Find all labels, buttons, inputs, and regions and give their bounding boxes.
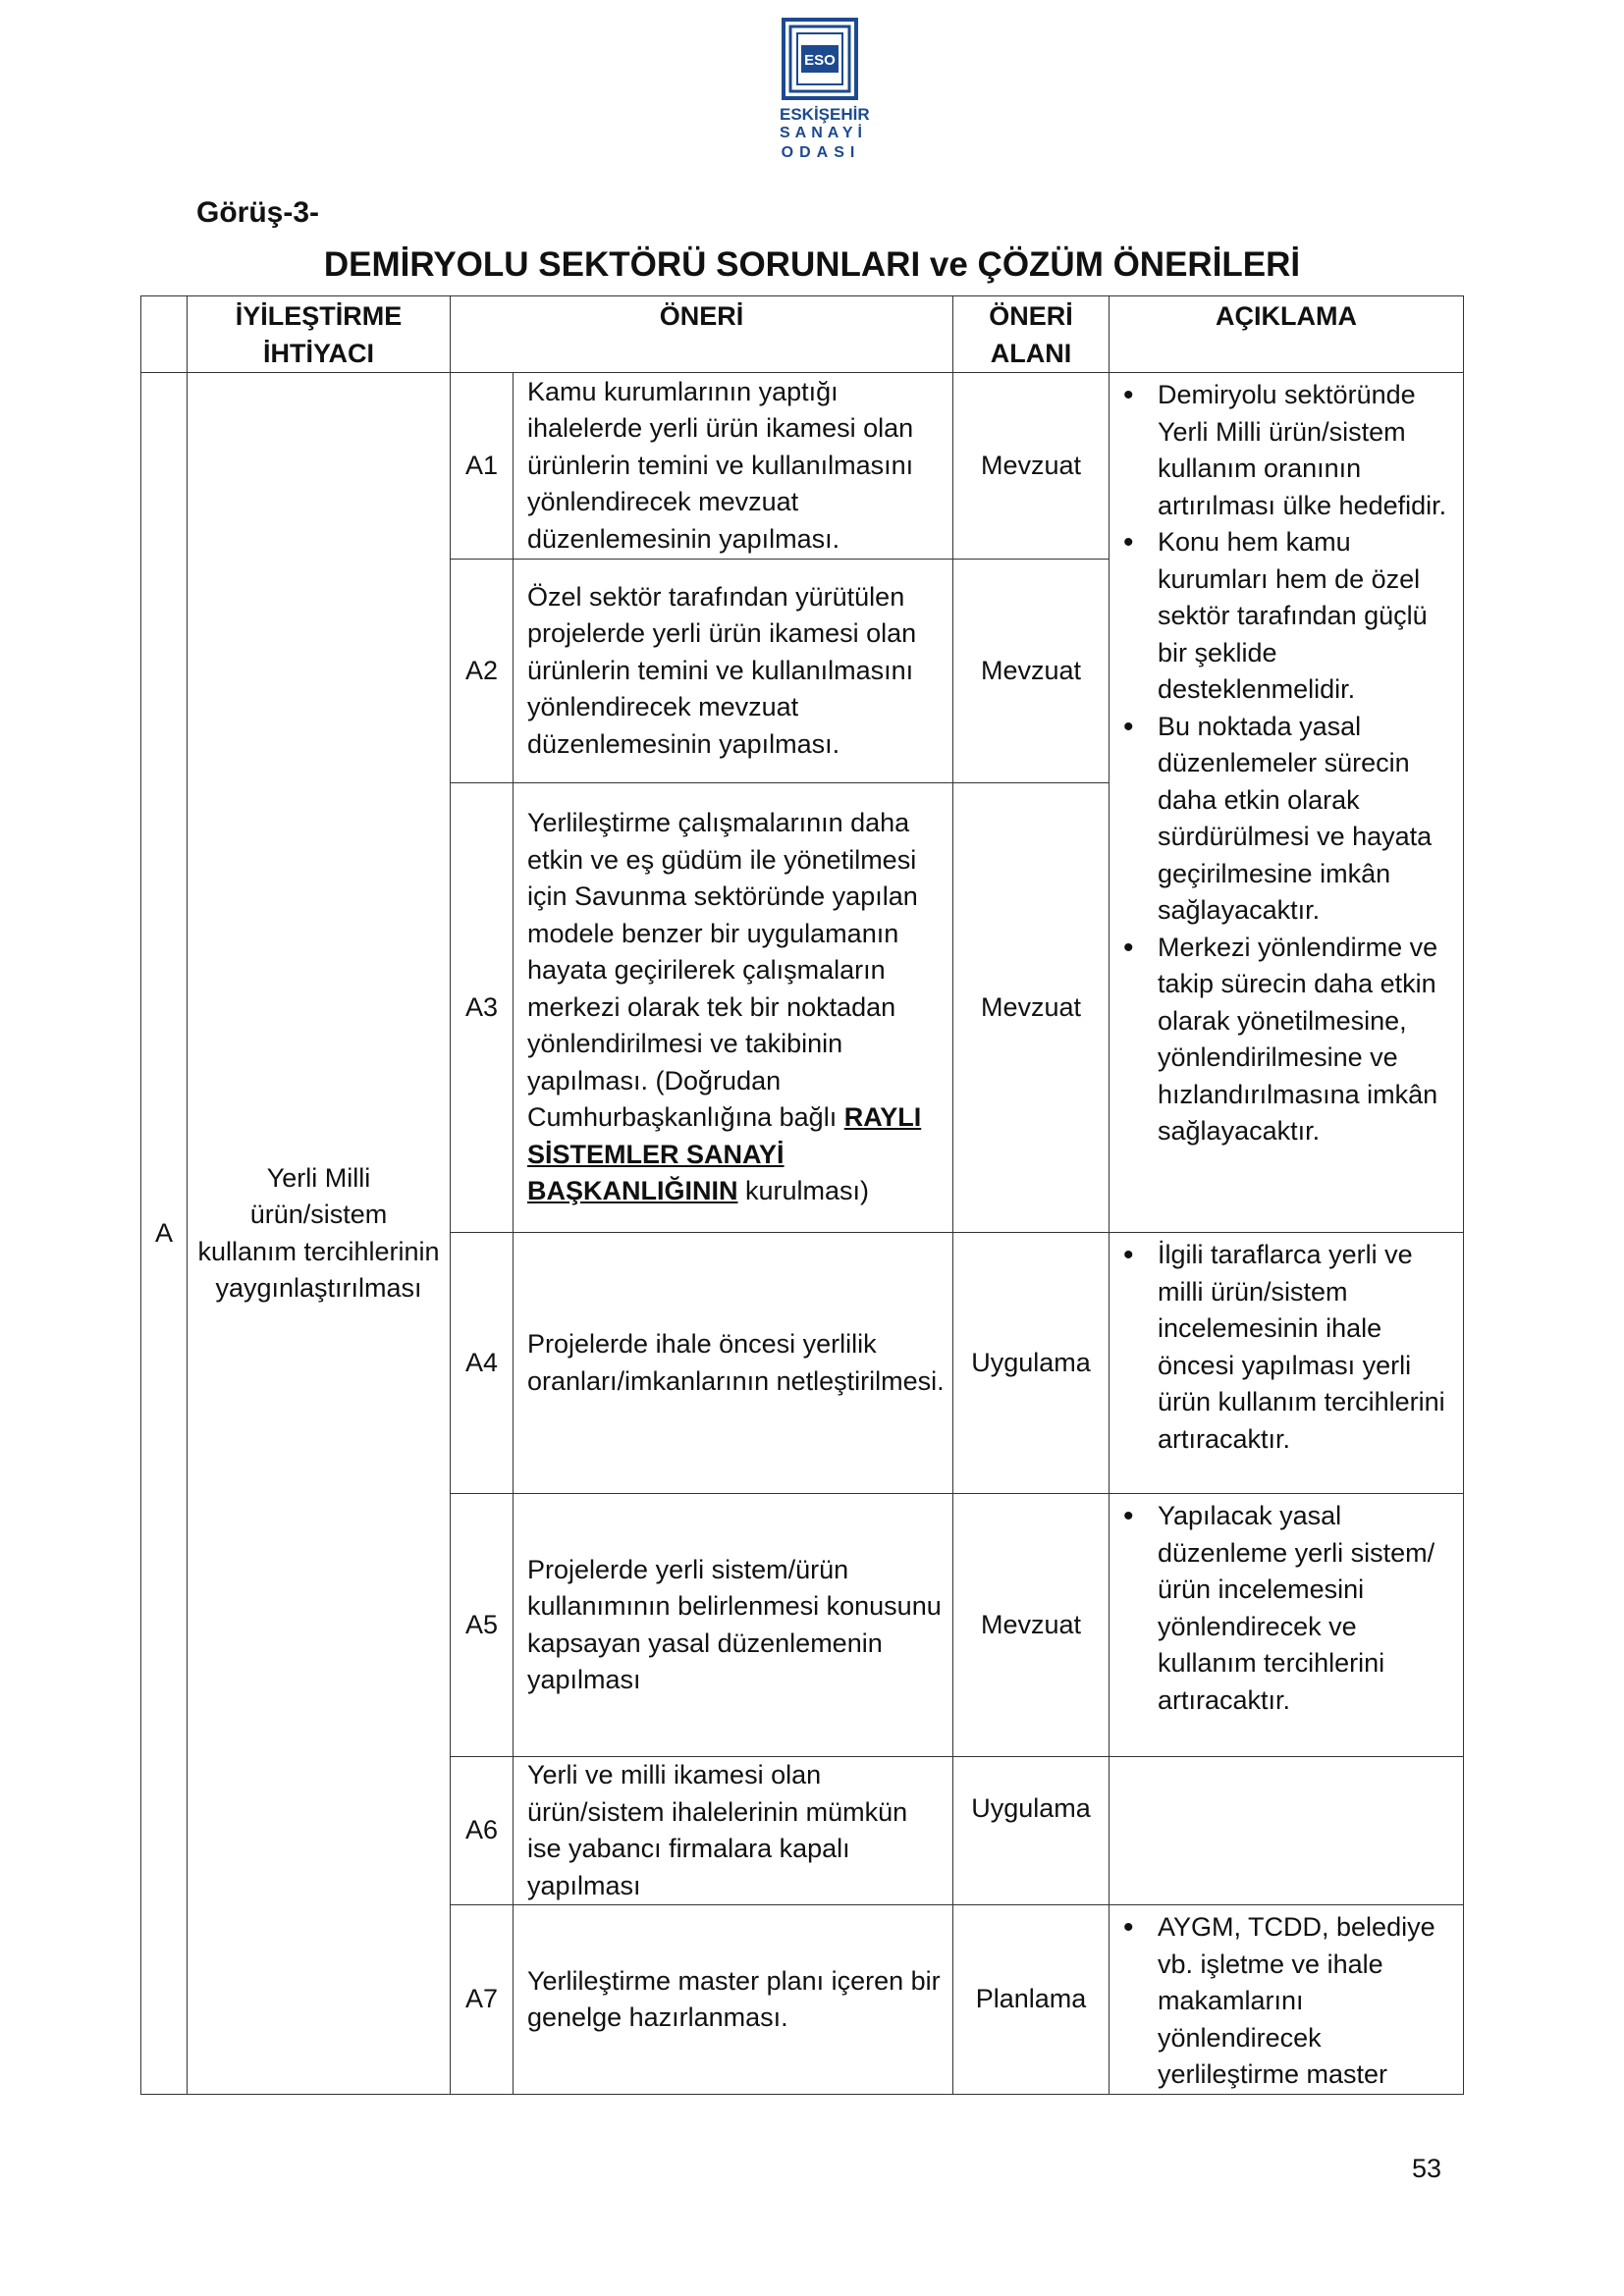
logo-line-2: SANAYİ	[780, 125, 867, 141]
row-code: A7	[451, 1905, 514, 2095]
header-empty	[141, 296, 188, 373]
row-code: A2	[451, 560, 514, 783]
row-area: Mevzuat	[953, 783, 1110, 1233]
row-proposal	[514, 783, 953, 1233]
explanation-item: • Merkezi yönlendirme ve takip sürecin daha etkin olarak yönetilmesine, yönlendirilmesine ve hızlandırılmasına imkân sağlayacaktır.	[1110, 930, 1463, 1150]
row-code: A6	[451, 1757, 514, 1905]
proposal-emphasis: RAYLI SİSTEMLER SANAYİ BAŞKANLIĞININ	[527, 1102, 922, 1206]
header-proposal: ÖNERİ	[451, 296, 953, 373]
section-label: Görüş-3-	[196, 196, 320, 229]
row-area: Mevzuat	[953, 560, 1110, 783]
row-area: Planlama	[953, 1905, 1110, 2095]
page-title: DEMİRYOLU SEKTÖRÜ SORUNLARI ve ÇÖZÜM ÖNERİLERİ	[323, 245, 1301, 284]
explanation-list-a5	[1110, 1498, 1463, 1719]
table-row	[141, 373, 1464, 560]
logo-line-3: ODASI	[781, 144, 861, 161]
row-code: A5	[451, 1494, 514, 1757]
explanation-cell-a7	[1110, 1905, 1464, 2095]
header-area: ÖNERİ ALANI	[953, 296, 1110, 373]
explanation-item: • Yapılacak yasal düzenleme yerli sistem/ürün incelemesini yönlendirecek ve kullanım tercihlerini artıracaktır.	[1110, 1498, 1463, 1719]
explanation-cell-a6	[1110, 1757, 1464, 1905]
row-area: Mevzuat	[953, 1494, 1110, 1757]
explanation-item: • Demiryolu sektöründe Yerli Milli ürün/sistem kullanım oranının artırılması ülke hedefidir.	[1110, 377, 1463, 524]
header-explanation: AÇIKLAMA	[1110, 296, 1464, 373]
explanation-cell-a5	[1110, 1494, 1464, 1757]
row-proposal: Kamu kurumlarının yaptığı ihalelerde yerli ürün ikamesi olan ürünlerin temini ve kullanılmasını yönlendirecek mevzuat düzenlemesinin yapılması.	[514, 373, 953, 560]
explanation-cell-1	[1110, 373, 1464, 1233]
explanation-list-a7	[1110, 1909, 1463, 2094]
row-proposal: Yerlileştirme master planı içeren bir genelge hazırlanması.	[514, 1905, 953, 2095]
proposals-table	[140, 295, 1464, 2095]
row-proposal: Yerli ve milli ikamesi olan ürün/sistem ihalelerinin mümkün ise yabancı firmalara kapalı yapılması	[514, 1757, 953, 1905]
row-proposal: Özel sektör tarafından yürütülen projelerde yerli ürün ikamesi olan ürünlerin temini ve kullanılmasını yönlendirecek mevzuat düzenlemesinin yapılması.	[514, 560, 953, 783]
row-code: A3	[451, 783, 514, 1233]
row-proposal: Projelerde ihale öncesi yerlilik oranları/imkanlarının netleştirilmesi.	[514, 1233, 953, 1494]
proposal-part: Yerlileştirme çalışmalarının daha etkin ve eş güdüm ile yönetilmesi için Savunma sektöründe yapılan modele benzer bir uygulamanın hayata geçirilerek çalışmaların merkezi olarak tek bir noktadan yönlendirilmesi ve takibinin yapılması. (Doğrudan Cumhurbaşkanlığına bağlı	[527, 808, 918, 1133]
explanation-list-1	[1110, 377, 1463, 1150]
explanation-cell-a4	[1110, 1233, 1464, 1494]
eso-logo-mark	[782, 18, 858, 100]
page-number: 53	[1412, 2154, 1442, 2183]
row-code: A1	[451, 373, 514, 560]
proposal-part: kurulması)	[737, 1176, 870, 1206]
explanation-item: • İlgili taraflarca yerli ve milli ürün/sistem incelemesinin ihale öncesi yapılması yerli ürün kullanım tercihlerini artıracaktır.	[1110, 1237, 1463, 1458]
row-proposal: Projelerde yerli sistem/ürün kullanımının belirlenmesi konusunu kapsayan yasal düzenlemenin yapılması	[514, 1494, 953, 1757]
explanation-item: • Bu noktada yasal düzenlemeler sürecin daha etkin olarak sürdürülmesi ve hayata geçirilmesine imkân sağlayacaktır.	[1110, 709, 1463, 930]
table-header-row	[141, 296, 1464, 373]
logo-line-1: ESKİŞEHİR	[780, 105, 870, 124]
group-code: A	[141, 373, 188, 2095]
row-area: Uygulama	[953, 1233, 1110, 1494]
row-code: A4	[451, 1233, 514, 1494]
row-area: Mevzuat	[953, 373, 1110, 560]
row-area: Uygulama	[953, 1757, 1110, 1905]
explanation-item: • Konu hem kamu kurumları hem de özel sektör tarafından güçlü bir şeklide desteklenmelidir.	[1110, 524, 1463, 709]
explanation-item: • AYGM, TCDD, belediye vb. işletme ve ihale makamlarını yönlendirecek yerlileştirme master	[1110, 1909, 1463, 2094]
explanation-list-a4	[1110, 1237, 1463, 1458]
eso-logo-mark-text: ESO	[804, 52, 836, 69]
eso-logo	[780, 18, 870, 165]
header-need: İYİLEŞTİRME İHTİYACI	[188, 296, 451, 373]
group-need: Yerli Milli ürün/sistem kullanım tercihlerinin yaygınlaştırılması	[188, 373, 451, 2095]
